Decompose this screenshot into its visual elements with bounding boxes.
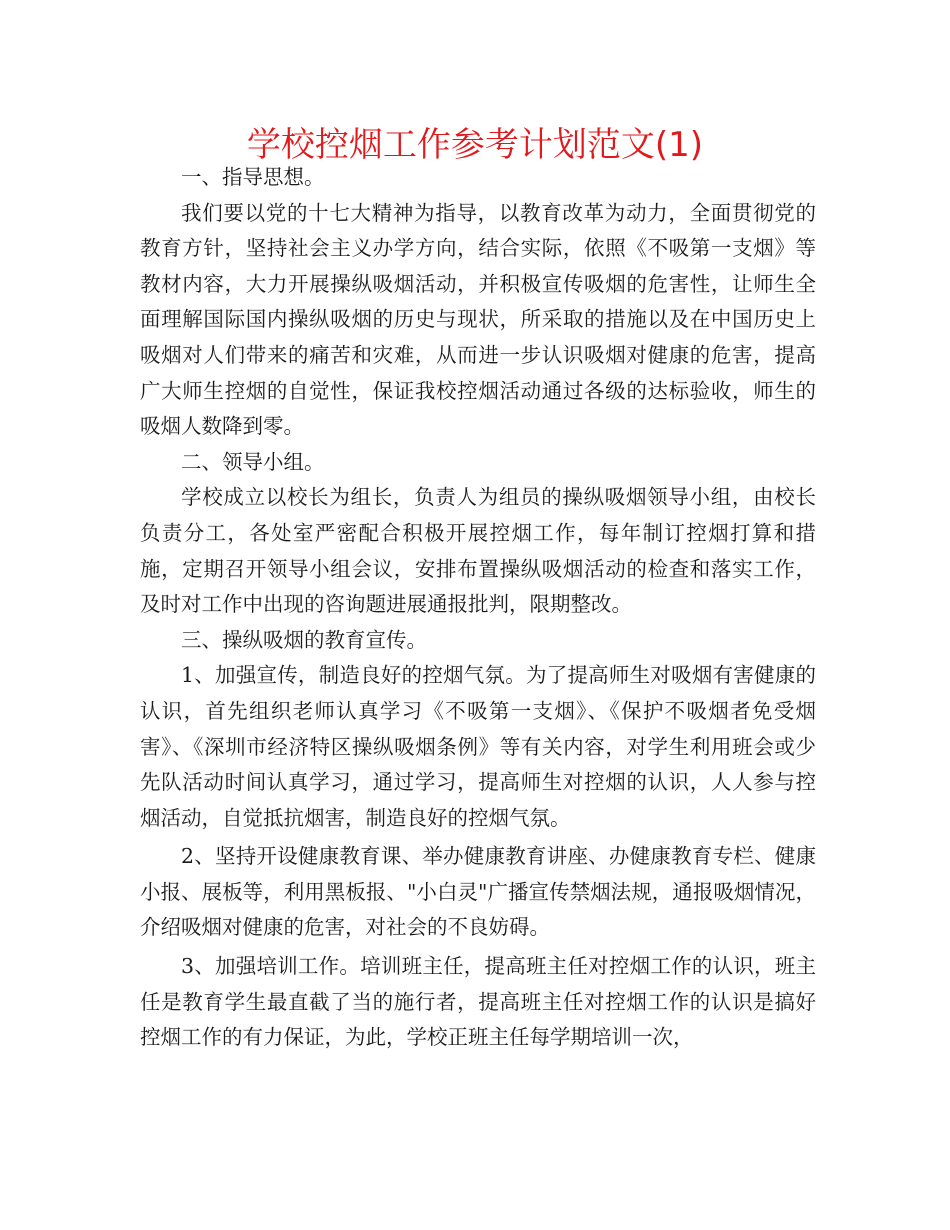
paragraph-item-1: 1、加强宣传，制造良好的控烟气氛。为了提高师生对吸烟有害健康的认识，首先组织老师认真学习《不吸第一支烟》、《保护不吸烟者免受烟害》、《深圳市经济特区操纵吸烟条例》等有关内容，对学生利用班会或少先队活动时间认真学习，通过学习，提高师生对控烟的认识，人人参与控烟活动，自觉抵抗烟害，制造良好的控烟气氛。 bbox=[140, 663, 816, 830]
paragraph-leadership-group: 学校成立以校长为组长，负责人为组员的操纵吸烟领导小组，由校长负责分工，各处室严密配合积极开展控烟工作，每年制订控烟打算和措施，定期召开领导小组会议，安排布置操纵吸烟活动的检查和落实工作，及时对工作中出现的咨询题进展通报批判，限期整改。 bbox=[140, 485, 816, 617]
section-heading-guiding-ideology: 一、指导思想。 bbox=[181, 165, 325, 189]
document-body bbox=[140, 160, 816, 1056]
section-heading-education-publicity: 三、操纵吸烟的教育宣传。 bbox=[181, 627, 427, 652]
section-heading-leadership-group: 二、领导小组。 bbox=[181, 449, 325, 474]
paragraph-guiding-ideology: 我们要以党的十七大精神为指导，以教育改革为动力，全面贯彻党的教育方针，坚持社会主义办学方向，结合实际，依照《不吸第一支烟》等教材内容，大力开展操纵吸烟活动，并积极宣传吸烟的危害性，让师生全面理解国际国内操纵吸烟的历史与现状，所采取的措施以及在中国历史上吸烟对人们带来的痛苦和灾难，从而进一步认识吸烟对健康的危害，提高广大师生控烟的自觉性，保证我校控烟活动通过各级的达标验收，师生的吸烟人数降到零。 bbox=[140, 200, 816, 439]
paragraph-item-2: 2、坚持开设健康教育课、举办健康教育讲座、办健康教育专栏、健康小报、展板等，利用黑板报、"小白灵"广播宣传禁烟法规，通报吸烟情况，介绍吸烟对健康的危害，对社会的不良妨碍。 bbox=[140, 844, 816, 940]
document-title: 学校控烟工作参考计划范文(1) bbox=[246, 125, 704, 165]
paragraph-item-3: 3、加强培训工作。培训班主任，提高班主任对控烟工作的认识，班主任是教育学生最直截了当的施行者，提高班主任对控烟工作的认识是搞好控烟工作的有力保证，为此，学校正班主任每学期培训一次， bbox=[140, 954, 816, 1050]
